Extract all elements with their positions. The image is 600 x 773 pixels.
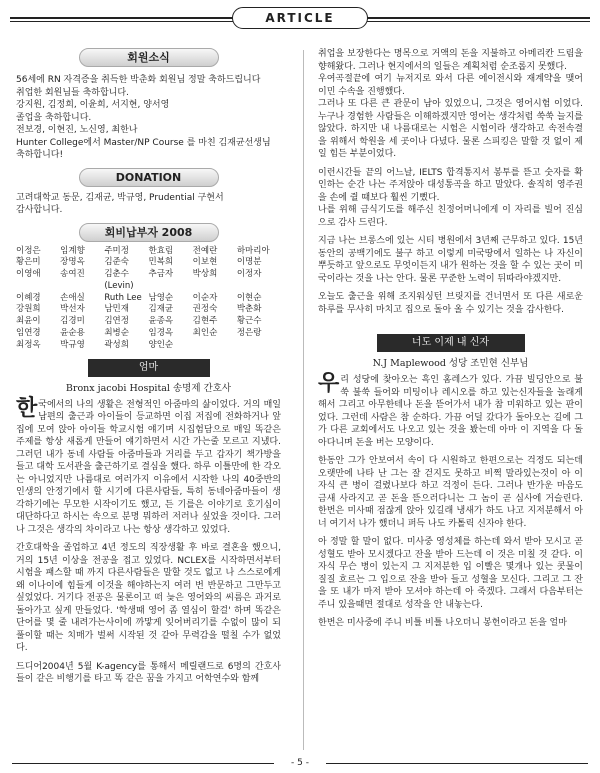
article-byline: Bronx jacobi Hospital 송명제 간호사 (65, 382, 232, 394)
news-line: Hunter College에서 Master/NP Course 를 마친 김재균선생님 (16, 137, 271, 148)
article-paragraph: 간호대학을 졸업하고 4년 정도의 직장생활 후 바로 결혼을 했으니, 거의 15년 이상을 전공을 접고 있었다. NCLEX를 시작하면서부터 시험을 패스할 때 까지 다른사람들은 말할 것도 없고 나 스스로에게 왜 이나이에 힘들게 이것을 해야하는지 여러 번 반문하고 그만두고 싶었었다. 거기다 전공은 물론이고 떠 늦은 영어와의 씨름은 과거로 돌아가고 싶게 만들었다. '학생때 영어 좀 열심이 할걸' 하며 똑같은 단어를 몇 줄 내려가는사이에 까맣게 잊어버리기를 수없이 많이 되풀이할 때는 치매가 벌써 시작된 것 같아 무력감을 떨칠 수가 없었다. (16, 543, 281, 654)
donor-name: 박춘화 (236, 304, 262, 315)
news-line: 강지원, 김정희, 이윤희, 서지현, 양서영 (16, 100, 170, 110)
donor-name: 김연정 (104, 316, 129, 327)
donor-name: Ruth Lee (104, 292, 142, 303)
donor-name: 최정옥 (16, 339, 41, 350)
donor-name: 민복희 (148, 257, 174, 268)
donation-line: 감사합니다. (16, 205, 63, 215)
donor-name: 남민재 (104, 304, 129, 315)
donor-list (16, 246, 281, 352)
donor-name: 이영애 (16, 269, 41, 280)
donor-name: 황근수 (236, 316, 262, 327)
donor-name: 정은랑 (236, 328, 262, 339)
donors-heading: 회비납부자 2008 (79, 223, 219, 242)
article-paragraph: 취업을 보장한다는 명목으로 거액의 돈을 지불하고 아메리칸 드림을 향해왔다. 그러나 현지에서의 일들은 계획처럼 순조롭지 못했다. (318, 49, 583, 72)
donor-name: 송여진 (60, 269, 85, 280)
donor-name: 이보현 (192, 257, 218, 268)
article-paragraph: 한동안 그가 안보여서 속이 다 시원하고 한편으로는 걱정도 되는데 오랫만에 나타 난 그는 잘 걷지도 못하고 비쩍 말라있는것이 아 이 자식 큰 병이 걸렸나보다 하고 걱정이 든다. 그러나 반가운 마음도 금새 사라지고 곧 돈을 뜯으러다니는 그 놈이 곧 심사에 거슬린다. 한번은 미사때 점잖게 앉아 있길래 냉새가 하도 나고 지저분해서 아 너 여기서 나가 했더니 퍼득 나도 카톨릭 신자야 한다. (318, 456, 583, 529)
article-paragraph: 한번은 미사중에 주니 비틀 비틀 나오더니 봉헌이라고 돈을 얼마 (318, 618, 567, 628)
page-number: - 5 - (291, 758, 309, 768)
donor-name: 양인순 (148, 339, 174, 350)
donor-name: 임연경 (16, 328, 41, 339)
member-news-heading: 회원소식 (79, 48, 219, 67)
donor-name: 김경미 (60, 316, 85, 327)
news-line: 졸업을 축하합니다. (16, 112, 92, 123)
article-paragraph: 드디어2004년 5월 K-agency를 통해서 메릴랜드로 6명의 간호사들이 같은 비행기를 타고 똑 같은 꿈을 가지고 어학연수와 함께 (16, 661, 281, 685)
article-paragraph: 이런시간들 끝의 어느날, IELTS 합격통지서 봉투를 뜯고 숫자를 확인하는 순간 나는 주저앉아 대성통곡을 하고 말았다. 솔직히 영주권을 손에 쥘 때보다 훨씬 기뻤다. (318, 167, 583, 203)
donor-name: 장명옥 (60, 257, 85, 268)
right-column (318, 48, 583, 630)
article-paragraph: 우여곡절끝에 여기 뉴저지로 와서 다른 에이전시와 재계약을 맺어 이민 수속을 진행했다. (318, 74, 583, 97)
donor-name: 이현순 (236, 292, 262, 303)
donor-name: 윤순용 (60, 328, 85, 339)
donor-name: 황은미 (16, 257, 41, 268)
article-title: 너도 이제 내 신자 (377, 334, 525, 352)
article-paragraph: 나를 위해 금식기도를 해주신 친정어머니에게 이 자리를 빌어 진심으로 감사 드린다. (318, 205, 583, 228)
news-line: 전보경, 이현진, 노신영, 최한나 (16, 125, 138, 135)
donor-name: 박규영 (60, 339, 85, 350)
donor-name: 임경옥 (148, 328, 174, 339)
donor-name: 박선자 (60, 304, 85, 315)
article-header (0, 0, 600, 38)
news-line: 56세에 RN 자격증을 취득한 박춘화 회원님 정말 축하드립니다 (16, 75, 261, 85)
donor-name: 이정자 (236, 269, 262, 280)
donor-name: 손애실 (60, 292, 85, 303)
donor-name: 주미정 (104, 245, 129, 256)
donor-name: 곽성희 (104, 339, 129, 350)
article-paragraph: 지금 나는 브롱스에 있는 시티 병원에서 3년째 근무하고 있다. 15년 동안의 공백기에도 불구 하고 이렇게 미국땅에서 일하는 나 자신이 뿌듯하고 앞으로도 무엇이든지 내가 원하는 것을 할 수 있는 곳이 미국이라는 것을 나는 안다. 물론 꾸준한 노력이 뒤따라야겠지만. (318, 236, 583, 284)
article-byline: N.J Maplewood 성당 조민현 신부님 (372, 358, 529, 369)
donor-name: 이명분 (236, 257, 262, 268)
donor-name: 강원희 (16, 304, 41, 315)
donor-name: 한효림 (148, 245, 174, 256)
donor-name: 이정은 (16, 245, 41, 256)
donor-name: 윤종옥 (148, 316, 174, 327)
donor-name: 최인순 (192, 328, 218, 339)
donor-name: 임계향 (60, 245, 85, 256)
donor-name: 김준숙 (104, 257, 129, 268)
article-paragraph: 그러나 또 다른 큰 관문이 남아 있었으니, 그것은 영어시험 이었다. 누구나 경험한 사람들은 이해하겠지만 영어는 생각처럼 쑥쑥 늘지를 않았다. 하지만 내 나름대로는 시험은 시험이라 생각하고 속전속결을 위해서 학원을 세 곳이나 다녔다. 물론 스피킹은 말할 것 없이 제일 힘든 부분이었다. (318, 99, 583, 159)
donor-name: 권정숙 (192, 304, 218, 315)
member-news (16, 74, 281, 162)
donor-name: 이혜경 (16, 292, 41, 303)
left-column (16, 48, 281, 686)
donor-name: 추금자 (148, 269, 174, 280)
news-line: 취업한 회원님들 축하합니다. (16, 87, 129, 98)
donor-name: 박상희 (192, 269, 218, 280)
drop-cap: 한 (16, 395, 38, 421)
donation-heading: DONATION (79, 168, 219, 187)
donor-name: 김재균 (148, 304, 174, 315)
article-paragraph: 아 정말 할 말이 없다. 미사중 영성체를 하는데 와서 받아 모시고 곧 성혈도 받아 모시겠다고 잔을 받아 드는데 이 것은 미칠 것 같다. 이 자식 무슨 병이 있는지 그 지저분한 입 이빨은 몇개나 있는 콧물이 질질 흐르는 그 입으로 잔을 받아 들고 성혈을 모신다. 그리고 그 잔을 또 내가 마저 받아 모셔야 하는데 아 죽겠다. 그래서 다음부터는 주니 있을때면 절대로 성작을 안 내놓는다. (318, 537, 583, 610)
donor-name: 하마리아 (236, 245, 270, 256)
drop-cap: 우 (318, 371, 340, 396)
article-paragraph: 한국에서의 나의 생활은 전형적인 아줌마의 삶이었다. 거의 매일 남편의 출근과 아이들이 등교하면 이집 저집에 전화하거나 앞집에 모여 앉아 아이들 학교시험 얘기며 시집험담으로 매일 똑같은 주제를 항상 새롭게 만들어 얘기하면서 시간 가는줄 모르고 지냈다. 그러던 내가 동네 사람들 아줌마들과 거리를 두고 갑자기 책가방을 들고 대학 도서관을 출근하기로 결심을 했다. 하루 이틀만에 한 각오는 아니었지만 나름대로 여러가지 이유에서 시작한 나의 40중반의 인생의 안정기에서 할 시기에 다른사람들, 특히 동네아줌마들이 생각하기에는 무모한 시작이기도 했고, 든 기를은 이야기로 호기심이 대단하다고 하시는 속으로 분명 뭐하러 저러나 싶었을 것이다. 그러나 그것은 생각의 차이라고 나는 항상 생각하고 있었다. (16, 395, 281, 535)
donor-name: 전예란 (192, 245, 218, 256)
article-paragraph: 오늘도 출근을 위해 조지워싱턴 브릿지를 건너면서 또 다른 새로운 하루를 무사히 마치고 집으로 돌아 올 수 있기는 것을 감사한다. (318, 292, 583, 315)
donation-line: 고려대학교 동문, 김재균, 박규영, Prudential 구현서 (16, 192, 224, 203)
donor-name: 이순자 (192, 292, 218, 303)
news-line: 축하합니다! (16, 150, 64, 160)
page-footer (0, 756, 600, 770)
donor-name: 김춘수(Levin) (104, 269, 134, 291)
donor-name: 김현주 (192, 316, 218, 327)
donor-name: 최병순 (104, 328, 129, 339)
column-divider (303, 50, 304, 750)
section-title: ARTICLE (232, 7, 368, 29)
donor-name: 남영순 (148, 292, 174, 303)
donor-name: 최윤이 (16, 316, 41, 327)
article-title: 엄마 (88, 359, 210, 377)
article-paragraph: 우리 성당에 찾아오는 흑인 홈레스가 있다. 가끔 빌딩안으로 불쑥 불쑥 들어와 미팅이나 레시오를 하고 있는신자들을 놀래게 해서 그리고 아무한테나 돈을 뜯어가서 내가 참 미워하고 있는 판이었다. 그런데 사람은 참 순하다. 가끔 어딜 갔다가 돌아오는 길에 그가 다른 교회에서도 나오고 있는 것을 봤는데 아마 이 지역을 다 돌아다니며 돈을 버는 모양이다. (318, 371, 583, 448)
